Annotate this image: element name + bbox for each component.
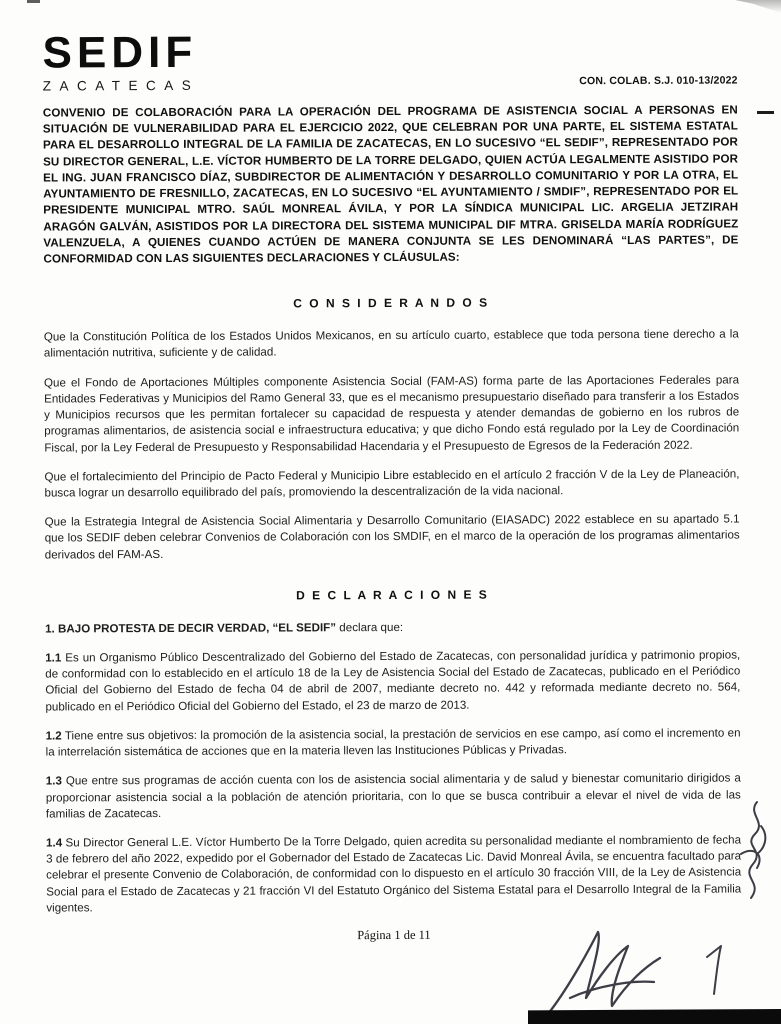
scan-margin-dash [757, 111, 774, 114]
declaration-number: 1.4 [46, 836, 63, 850]
declaraciones-lead [45, 618, 740, 637]
logo-title: SEDIF [42, 27, 198, 78]
declaration-item-1-3 [46, 771, 741, 823]
declaraciones-lead-bold: 1. BAJO PROTESTA DE DECIR VERDAD, “EL SEDIF” [45, 621, 337, 636]
considerando-paragraph-4: Que la Estrategia Integral de Asistencia Social Alimentaria y Desarrollo Comunitario (EIASADC) 2022 establece en su apartado 5.1 que los SEDIF deben celebrar Convenios de Colaboración con los SMDIF, en el marco de la operación de los programas alimentarios derivados del FAM-AS. [44, 512, 740, 562]
considerando-paragraph-2: Que el Fondo de Aportaciones Múltiples componente Asistencia Social (FAM-AS) forma parte de las Aportaciones Federales para Entidades Federativas y Municipios del Ramo General 33, que es el mecanismo presupuestario diseñado para transferir a los Estados y Municipios recursos que les permitan fortalecer su capacidad de respuesta y atender demandas de gobierno en los rubros de programas alimentarios, de asistencia social e infraestructura educativa; y que dicho Fondo está regulado por la Ley de Coordinación Fiscal, por la Ley Federal de Presupuesto y Responsabilidad Hacendaria y el Presupuesto de Egresos de la Federación 2022. [43, 373, 740, 455]
considerando-paragraph-1: Que la Constitución Política de los Estados Unidos Mexicanos, en su artículo cuarto, establece que toda persona tiene derecho a la alimentación nutritiva, suficiente y de calidad. [43, 327, 739, 360]
considerando-paragraph-3: Que el fortalecimiento del Principio de Pacto Federal y Municipio Libre establecido en el artículo 2 fracción V de la Ley de Planeación, busca lograr un desarrollo equilibrado del país, promoviendo la descentralización de la vida nacional. [44, 467, 740, 500]
reference-number: CON. COLAB. S.J. 010-13/2022 [579, 74, 738, 88]
declaration-number: 1.1 [45, 651, 62, 665]
intro-paragraph: CONVENIO DE COLABORACIÓN PARA LA OPERACIÓN DEL PROGRAMA DE ASISTENCIA SOCIAL A PERSONAS EN SITUACIÓN DE VULNERABILIDAD PARA EL EJERCICIO 2022, QUE CELEBRAN POR UNA PARTE, EL SISTEMA ESTATAL PARA EL DESARROLLO INTEGRAL DE LA FAMILIA DE ZACATECAS, EN LO SUCESIVO “EL SEDIF”, REPRESENTADO POR SU DIRECTOR GENERAL, L.E. VÍCTOR HUMBERTO DE LA TORRE DELGADO, QUIEN ACTÚA LEGALMENTE ASISTIDO POR EL ING. JUAN FRANCISCO DÍAZ, SUBDIRECTOR DE ALIMENTACIÓN Y DESARROLLO COMUNITARIO Y POR LA OTRA, EL AYUNTAMIENTO DE FRESNILLO, ZACATECAS, EN LO SUCESIVO “EL AYUNTAMIENTO / SMDIF”, REPRESENTADO POR EL PRESIDENTE MUNICIPAL MTRO. SAÚL MONREAL ÁVILA, Y POR LA SÍNDICA MUNICIPAL LIC. ARGELIA JETZIRAH ARAGÓN GALVÁN, ASISTIDOS POR LA DIRECTORA DEL SISTEMA MUNICIPAL DIF MTRA. GRISELDA MARÍA RODRÍGUEZ VALENZUELA, A QUIENES CUANDO ACTÚEN DE MANERA CONJUNTA SE LES DENOMINARÁ “LAS PARTES”, DE CONFORMIDAD CON LAS SIGUIENTES DECLARACIONES Y CLÁUSULAS: [42, 103, 739, 266]
signature-flourish-bottom [540, 926, 672, 1022]
signature-flourish-right-margin [727, 796, 779, 906]
declaration-number: 1.3 [45, 774, 62, 788]
declaration-item-1-1 [45, 648, 740, 716]
declaration-text: Tiene entre sus objetivos: la promoción de la asistencia social, la prestación de servicios en ese campo, así como el incremento en la interrelación sistemática de acciones que en la materia lleven las Instituciones Públicas y Privadas. [45, 726, 741, 759]
declaration-text: Su Director General L.E. Víctor Humberto De la Torre Delgado, quien acredita su personalidad mediante el nombramiento de fecha 3 de febrero del año 2022, expedido por el Gobernador del Estado de Zacatecas Lic. David Monreal Ávila, se encuentra facultado para celebrar el presente Convenio de Colaboración, de conformidad con lo dispuesto en el artículo 30 fracción VIII, de la Ley de Asistencia Social para el Estado de Zacatecas y 21 fracción VI del Estatuto Orgánico del Sistema Estatal para el Desarrollo Integral de la Familia vigentes. [46, 833, 742, 915]
declaration-text: Que entre sus programas de acción cuenta con los de asistencia social alimentaria y de salud y bienestar comunitario dirigidos a proporcionar asistencia social a la población de atención prioritaria, con lo que se busca contribuir a elevar el nivel de vida de las familias de Zacatecas. [45, 771, 741, 821]
sedif-logo [42, 27, 200, 94]
declaration-text: Es un Organismo Público Descentralizado del Gobierno del Estado de Zacatecas, con personalidad jurídica y patrimonio propios, de conformidad con lo establecido en el artículo 18 de la Ley de Asistencia Social del Estado de Zacatecas, publicado en el Periódico Oficial del Gobierno del Estado de fecha 04 de abril de 2007, mediante decreto no. 442 y reformada mediante decreto no. 564, publicado en el Periódico Oficial del Gobierno del Estado, el 23 de marzo de 2013. [45, 648, 741, 714]
scan-black-bar [528, 1009, 781, 1024]
declaraciones-heading: D E C L A R A C I O N E S [296, 587, 489, 603]
scan-top-left-mark [27, 0, 40, 3]
signature-mark-bottom-right [694, 940, 728, 998]
declaration-item-1-4 [46, 832, 741, 916]
declaraciones-lead-rest: declara que: [339, 620, 404, 635]
considerandos-heading: C O N S I D E R A N D O S [293, 295, 490, 311]
declaration-item-1-2 [46, 725, 741, 760]
page-number: Página 1 de 11 [357, 927, 431, 943]
declaration-number: 1.2 [45, 729, 62, 743]
document-header [42, 28, 737, 93]
logo-subtitle: ZACATECAS [42, 77, 200, 94]
